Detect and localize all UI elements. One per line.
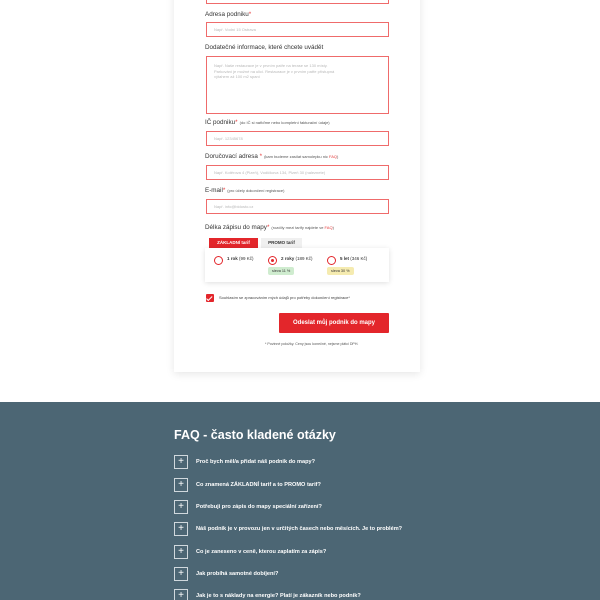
- name-field[interactable]: [206, 0, 389, 4]
- address-input[interactable]: [206, 22, 389, 37]
- radio-1-year[interactable]: [214, 256, 223, 265]
- option-1-year-label: 1 rok (99 Kč): [227, 256, 254, 261]
- ico-label: IČ podniku* (do IČ si nařiďme nebo kompletní fakturační údaje): [205, 119, 330, 126]
- address-placeholder: Např. Vodní 15 Ostrava: [214, 27, 256, 32]
- faq-question[interactable]: Co je zaneseno v ceně, kterou zaplatím za zápis?: [196, 549, 327, 555]
- radio-2-years[interactable]: [268, 256, 277, 265]
- faq-expand-icon[interactable]: +: [174, 522, 188, 536]
- submit-button[interactable]: Odeslat můj podnik do mapy: [279, 313, 389, 333]
- ico-placeholder: Např. 12345678: [214, 136, 243, 141]
- tab-basic-tariff[interactable]: ZÁKLADNÍ tarif: [209, 238, 258, 248]
- length-label: Délka zápisu do mapy* (rozdíly mezi tarify najdete ve FAQ): [205, 224, 334, 231]
- faq-title: FAQ - často kladené otázky: [174, 428, 336, 442]
- email-placeholder: Např. info@bidosto.cz: [214, 204, 254, 209]
- faq-question[interactable]: Potřebuji pro zápis do mapy speciální zařízení?: [196, 504, 322, 510]
- extra-info-textarea[interactable]: [206, 56, 389, 114]
- faq-expand-icon[interactable]: +: [174, 500, 188, 514]
- delivery-label: Doručovací adresa * (kam budeme zasílat samolepku nic FAQ): [205, 153, 339, 160]
- option-2-years-label: 2 roky (189 Kč): [281, 256, 313, 261]
- required-footnote: * Povinné položky. Ceny jsou konečné, nejsme plátci DPH.: [265, 342, 359, 346]
- faq-expand-icon[interactable]: +: [174, 455, 188, 469]
- delivery-input[interactable]: [206, 165, 389, 180]
- option-5-years-label: 5 let (346 Kč): [340, 256, 368, 261]
- faq-expand-icon[interactable]: +: [174, 567, 188, 581]
- extra-info-placeholder: Např. Naše restaurace je v prvním patře na terase se 130 místy. Parkování je možné na ulici. Restaurace je v prvním patře přístupná výtahem až 100 m2 spaní: [214, 63, 335, 79]
- delivery-placeholder: Např. Kotěrova 4 (Plzeň), Vodičkova 134, Plzeň 30 (naleznete): [214, 170, 326, 175]
- ico-input[interactable]: [206, 131, 389, 146]
- radio-5-years[interactable]: [327, 256, 336, 265]
- address-label: Adresa podniku*: [205, 11, 252, 18]
- faq-question[interactable]: Jak probíhá samotné dobíjení?: [196, 571, 279, 577]
- faq-expand-icon[interactable]: +: [174, 545, 188, 559]
- faq-question[interactable]: Co znamená ZÁKLADNÍ tarif a to PROMO tarif?: [196, 482, 321, 488]
- delivery-faq-link[interactable]: FAQ: [328, 154, 337, 159]
- tab-promo-tariff[interactable]: PROMO tarif: [261, 238, 302, 248]
- length-faq-link[interactable]: FAQ: [324, 225, 333, 230]
- consent-text: Souhlasím se zpracováním mých údajů pro potřeby dokončení registrace*: [219, 295, 350, 300]
- faq-question[interactable]: Proč bych měl/a přidat náš podnik do mapy?: [196, 459, 316, 465]
- faq-question[interactable]: Jak je to s náklady na energie? Platí je zákazník nebo podnik?: [196, 593, 361, 599]
- faq-expand-icon[interactable]: +: [174, 478, 188, 492]
- consent-checkbox[interactable]: [206, 294, 214, 302]
- extra-info-label: Dodatečné informace, které chcete uvádět: [205, 44, 324, 51]
- email-input[interactable]: [206, 199, 389, 214]
- faq-expand-icon[interactable]: +: [174, 589, 188, 600]
- discount-badge-5-years: sleva 30 %: [327, 267, 354, 275]
- email-label: E-mail* (pro účely dokončení registrace): [205, 187, 285, 194]
- tariff-options-panel: [205, 248, 389, 282]
- faq-question[interactable]: Náš podnik je v provozu jen v určitých časech nebo měsících. Je to problém?: [196, 526, 403, 532]
- discount-badge-2-years: sleva 11 %: [268, 267, 294, 275]
